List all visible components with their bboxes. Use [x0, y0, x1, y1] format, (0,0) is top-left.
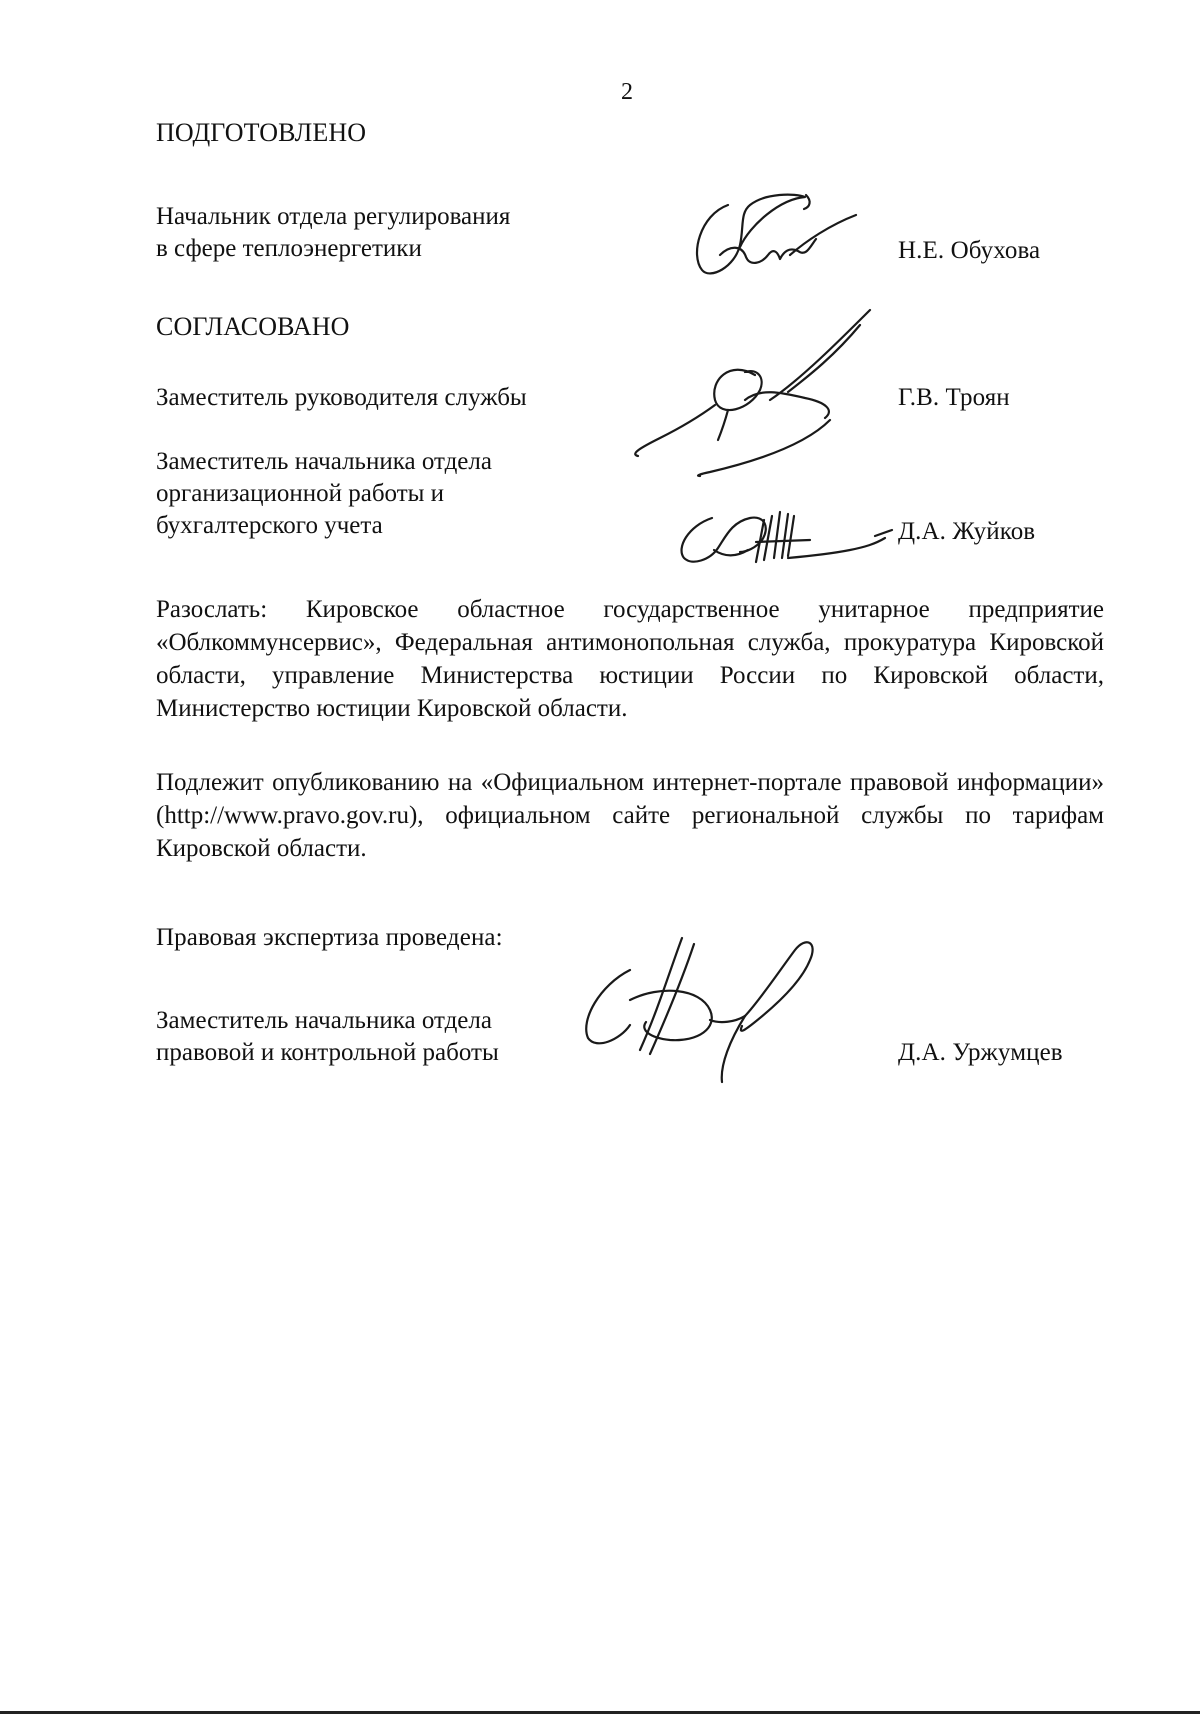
signature-urzhumtsev [570, 930, 870, 1090]
agreed-heading: СОГЛАСОВАНО [156, 312, 350, 341]
agreed-signer-2-position [156, 446, 492, 542]
distribution-text: Разослать: Кировское областное государственное унитарное предприятие «Облкоммунсервис», Федеральная антимонопольная служба, прокуратура Кировской области, управление Министерства юстиции России по Кировской области, Министерство юстиции Кировской области. [156, 596, 1104, 722]
page-number: 2 [621, 79, 634, 105]
legal-review-position [156, 1005, 499, 1069]
bottom-rule [0, 1711, 1200, 1714]
legal-review-position-line-2: правовой и контрольной работы [156, 1039, 499, 1066]
legal-review-position-line-1: Заместитель начальника отдела [156, 1007, 492, 1034]
agreed-signer-1-name: Г.В. Троян [898, 384, 1010, 411]
agreed-signer-2-position-line-1: Заместитель начальника отдела [156, 448, 492, 475]
publication-text: Подлежит опубликованию на «Официальном интернет-портале правовой информации» (http://www.pravo.gov.ru), официальном сайте региональной службы по тарифам Кировской области. [156, 769, 1104, 862]
agreed-signer-2-position-line-2: организационной работы и [156, 480, 445, 507]
agreed-signer-1-position [156, 382, 527, 414]
prepared-position [156, 201, 510, 265]
agreed-signer-1-position-line-1: Заместитель руководителя службы [156, 384, 527, 411]
legal-review-name: Д.А. Уржумцев [898, 1039, 1063, 1066]
legal-review-heading: Правовая экспертиза проведена: [156, 924, 503, 951]
prepared-heading: ПОДГОТОВЛЕНО [156, 118, 367, 147]
signature-obukhova [680, 185, 880, 295]
agreed-signer-2-name: Д.А. Жуйков [898, 518, 1036, 545]
signature-troyan [620, 300, 900, 490]
prepared-position-line-2: в сфере теплоэнергетики [156, 235, 422, 262]
prepared-position-line-1: Начальник отдела регулирования [156, 203, 511, 230]
prepared-name: Н.Е. Обухова [898, 237, 1041, 264]
signature-zhuykov [670, 500, 900, 575]
agreed-signer-2-position-line-3: бухгалтерского учета [156, 512, 383, 539]
